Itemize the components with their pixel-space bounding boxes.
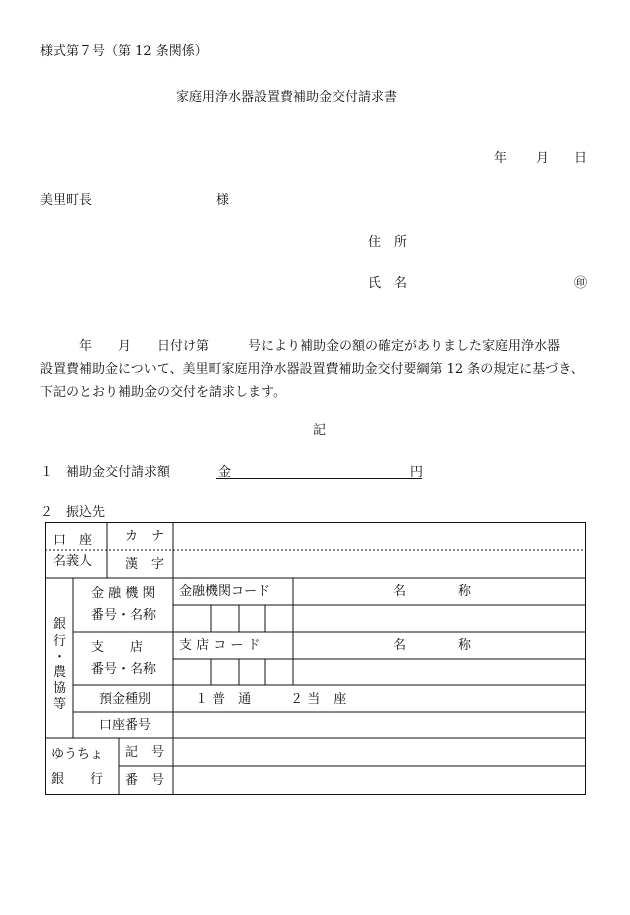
institution-label-1: 金 融 機 関 [91, 586, 156, 601]
branch-name-header: 名 称 [393, 638, 472, 653]
addressee-honorific: 様 [216, 193, 230, 208]
number-label: 番 号 [125, 773, 165, 788]
branch-label-1: 支 店 [91, 640, 144, 655]
amount-suffix: 円 [410, 465, 424, 480]
addressee-name: 美里町長 [40, 193, 93, 208]
amount-prefix: 金 [218, 465, 232, 480]
account-holder-label-2: 名義人 [53, 554, 93, 569]
yucho-label-2: 銀 行 [51, 772, 104, 787]
date-year: 年 [494, 151, 508, 166]
item2-label: ２ 振込先 [40, 505, 106, 520]
ki-heading: 記 [313, 423, 327, 438]
bank-group-char-5: 協 [53, 681, 67, 696]
branch-label-2: 番号・名称 [91, 662, 157, 677]
address-label: 住 所 [368, 235, 408, 250]
bank-group-char-4: 農 [53, 665, 67, 680]
body-line-2: 設置費補助金について、美里町家庭用浄水器設置費補助金交付要綱第 12 条の規定に基づき、 [40, 362, 584, 377]
deposit-type-options: １ 普 通 ２ 当 座 [195, 692, 347, 707]
yucho-label-1: ゆうちょ [51, 747, 104, 762]
transfer-table [45, 522, 586, 795]
document-title: 家庭用浄水器設置費補助金交付請求書 [176, 90, 398, 105]
symbol-label: 記 号 [125, 745, 165, 760]
account-number-label: 口座番号 [99, 718, 152, 733]
kana-label: カ ナ [125, 529, 165, 544]
bank-group-char-2: 行 [53, 634, 67, 649]
item1-label: １ 補助金交付請求額 [40, 465, 171, 480]
bank-group-char-3: ・ [53, 650, 67, 665]
body-line-3: 下記のとおり補助金の交付を請求します。 [40, 385, 286, 400]
branch-code-header: 支 店 コ ー ド [179, 638, 261, 653]
body-paragraph [40, 335, 595, 404]
kanji-label: 漢 字 [125, 557, 165, 572]
bank-group-char-6: 等 [53, 697, 67, 712]
deposit-type-label: 預金種別 [99, 692, 152, 707]
seal-mark: ㊞ [574, 276, 588, 291]
date-month: 月 [536, 151, 550, 166]
bank-group-char-1: 銀 [53, 617, 67, 632]
institution-name-header: 名 称 [393, 584, 472, 599]
name-label: 氏 名 [368, 276, 408, 291]
account-holder-label-1: 口 座 [53, 533, 93, 548]
form-number: 様式第７号（第 12 条関係） [40, 44, 208, 59]
amount-underline [216, 478, 422, 479]
institution-label-2: 番号・名称 [91, 608, 157, 623]
date-day: 日 [574, 151, 588, 166]
institution-code-header: 金融機関コード [179, 584, 271, 599]
body-line-1: 年 月 日付け第 号により補助金の額の確定がありました家庭用浄水器 [40, 339, 561, 354]
